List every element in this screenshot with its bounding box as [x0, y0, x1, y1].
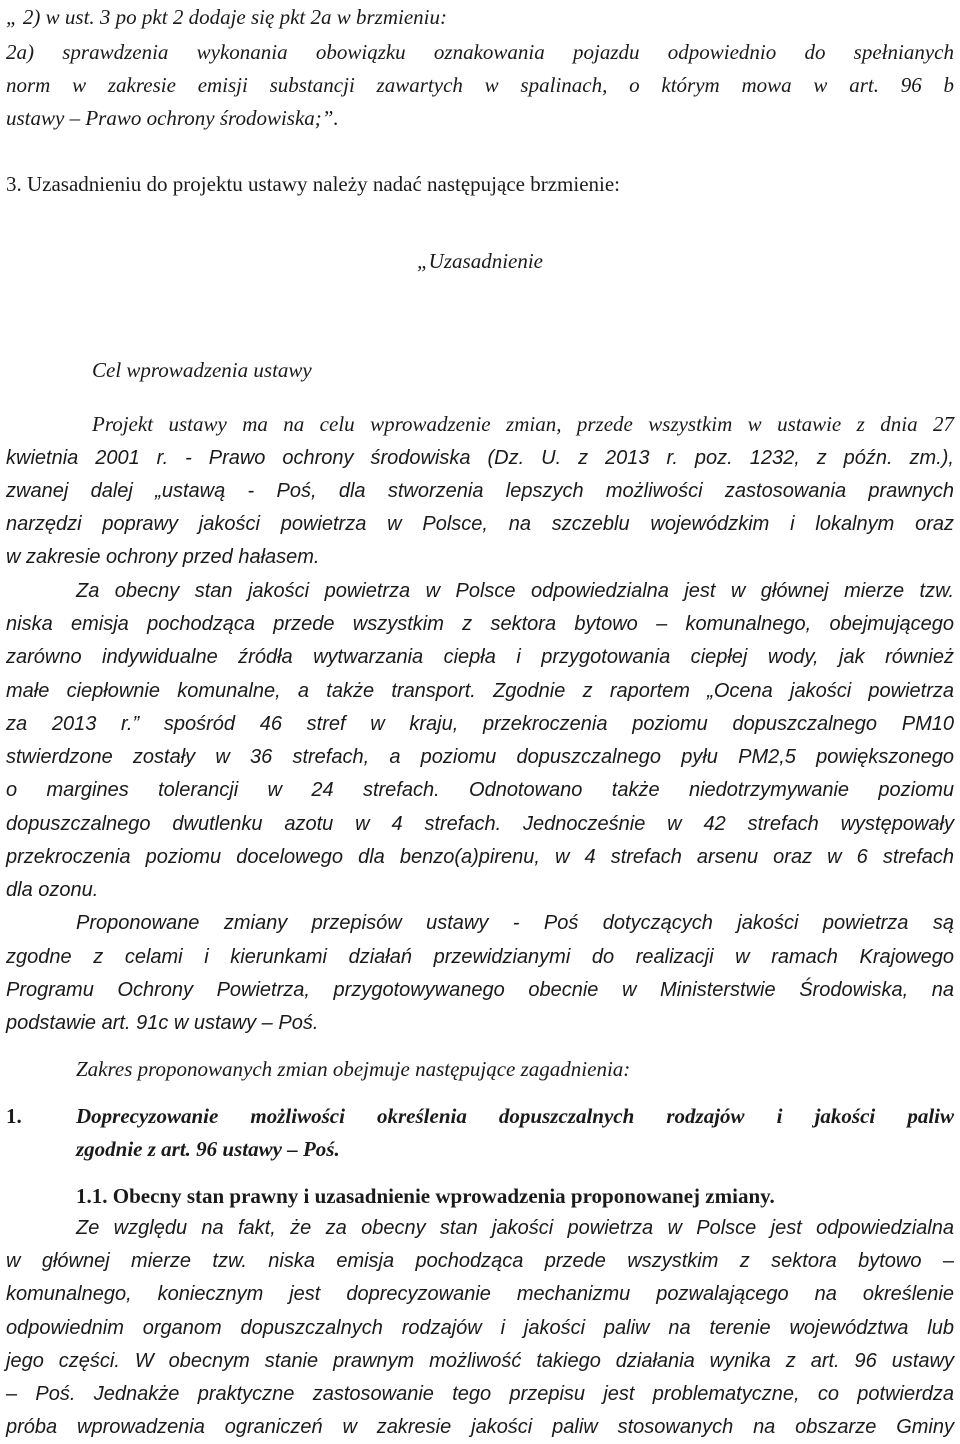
final-line: – Poś. Jednakże praktyczne zastosowanie tego przepisu jest problematyczne, co potwierdza	[6, 1383, 954, 1405]
amendment-line-2: 2a) sprawdzenia wykonania obowiązku oznakowania pojazdu odpowiednio do spełnianych	[6, 40, 954, 64]
item-1-line-1: Doprecyzowanie możliwości określenia dopuszczalnych rodzajów i jakości paliw	[76, 1104, 954, 1128]
cel-line: zgodne z celami i kierunkami działań przewidzianymi do realizacji w ramach Krajowego	[6, 946, 954, 968]
cel-line: dopuszczalnego dwutlenku azotu w 4 strefach. Jednocześnie w 42 strefach występowały	[6, 813, 954, 835]
final-line: próba wprowadzenia ograniczeń w zakresie jakości paliw stosowanych na obszarze Gminy	[6, 1416, 954, 1438]
cel-line: narzędzi poprawy jakości powietrza w Polsce, na szczeblu wojewódzkim i lokalnym oraz	[6, 513, 954, 535]
cel-line: Za obecny stan jakości powietrza w Polsce odpowiedzialna jest w głównej mierze tzw.	[76, 580, 954, 602]
cel-line: o margines tolerancji w 24 strefach. Odnotowano także niedotrzymywanie poziomu	[6, 779, 954, 801]
cel-line: kwietnia 2001 r. - Prawo ochrony środowiska (Dz. U. z 2013 r. poz. 1232, z późn. zm.),	[6, 447, 954, 469]
final-line: odpowiednim organom dopuszczalnych rodzajów i jakości paliw na terenie województwa lub	[6, 1317, 954, 1339]
cel-line: zarówno indywidualne źródła wytwarzania ciepła i przygotowania ciepłej wody, jak również	[6, 646, 954, 668]
cel-heading: Cel wprowadzenia ustawy	[92, 358, 312, 382]
amendment-line-1: „ 2) w ust. 3 po pkt 2 dodaje się pkt 2a w brzmieniu:	[6, 5, 447, 29]
amendment-line-3: norm w zakresie emisji substancji zawartych w spalinach, o którym mowa w art. 96 b	[6, 73, 954, 97]
cel-line: za 2013 r.” spośród 46 stref w kraju, przekroczenia poziomu dopuszczalnego PM10	[6, 713, 954, 735]
cel-line: w zakresie ochrony przed hałasem.	[6, 546, 320, 568]
item-1-number: 1.	[6, 1104, 22, 1128]
cel-line: stwierdzone zostały w 36 strefach, a poziomu dopuszczalnego pyłu PM2,5 powiększonego	[6, 746, 954, 768]
cel-line: Proponowane zmiany przepisów ustawy - Poś dotyczących jakości powietrza są	[76, 912, 954, 934]
item-1-line-2: zgodnie z art. 96 ustawy – Poś.	[76, 1137, 340, 1161]
cel-line: zwanej dalej „ustawą - Poś, dla stworzenia lepszych możliwości zastosowania prawnych	[6, 480, 954, 502]
cel-line: podstawie art. 91c w ustawy – Poś.	[6, 1012, 319, 1034]
uzasadnienie-heading: „Uzasadnienie	[417, 249, 543, 273]
cel-line: dla ozonu.	[6, 879, 99, 901]
cel-line: przekroczenia poziomu docelowego dla benzo(a)pirenu, w 4 strefach arsenu oraz w 6 strefach	[6, 846, 954, 868]
cel-line: Projekt ustawy ma na celu wprowadzenie zmian, przede wszystkim w ustawie z dnia 27	[92, 412, 954, 436]
point-3: 3. Uzasadnieniu do projektu ustawy należy nadać następujące brzmienie:	[6, 172, 621, 196]
item-1-1-heading: 1.1. Obecny stan prawny i uzasadnienie wprowadzenia proponowanej zmiany.	[76, 1184, 775, 1208]
final-line: Ze względu na fakt, że za obecny stan jakości powietrza w Polsce jest odpowiedzialna	[76, 1217, 954, 1239]
amendment-line-4: ustawy – Prawo ochrony środowiska;”.	[6, 106, 339, 130]
final-line: w głównej mierze tzw. niska emisja pochodząca przede wszystkim z sektora bytowo –	[6, 1250, 954, 1272]
final-line: komunalnego, koniecznym jest doprecyzowanie mechanizmu pozwalającego na określenie	[6, 1283, 954, 1305]
cel-line: małe ciepłownie komunalne, a także transport. Zgodnie z raportem „Ocena jakości powietrza	[6, 680, 954, 702]
zakres-line: Zakres proponowanych zmian obejmuje następujące zagadnienia:	[76, 1057, 631, 1081]
cel-line: Programu Ochrony Powietrza, przygotowywanego obecnie w Ministerstwie Środowiska, na	[6, 979, 954, 1001]
final-line: jego części. W obecnym stanie prawnym możliwość takiego działania wynika z art. 96 ustawy	[6, 1350, 954, 1372]
cel-line: niska emisja pochodząca przede wszystkim z sektora bytowo – komunalnego, obejmującego	[6, 613, 954, 635]
